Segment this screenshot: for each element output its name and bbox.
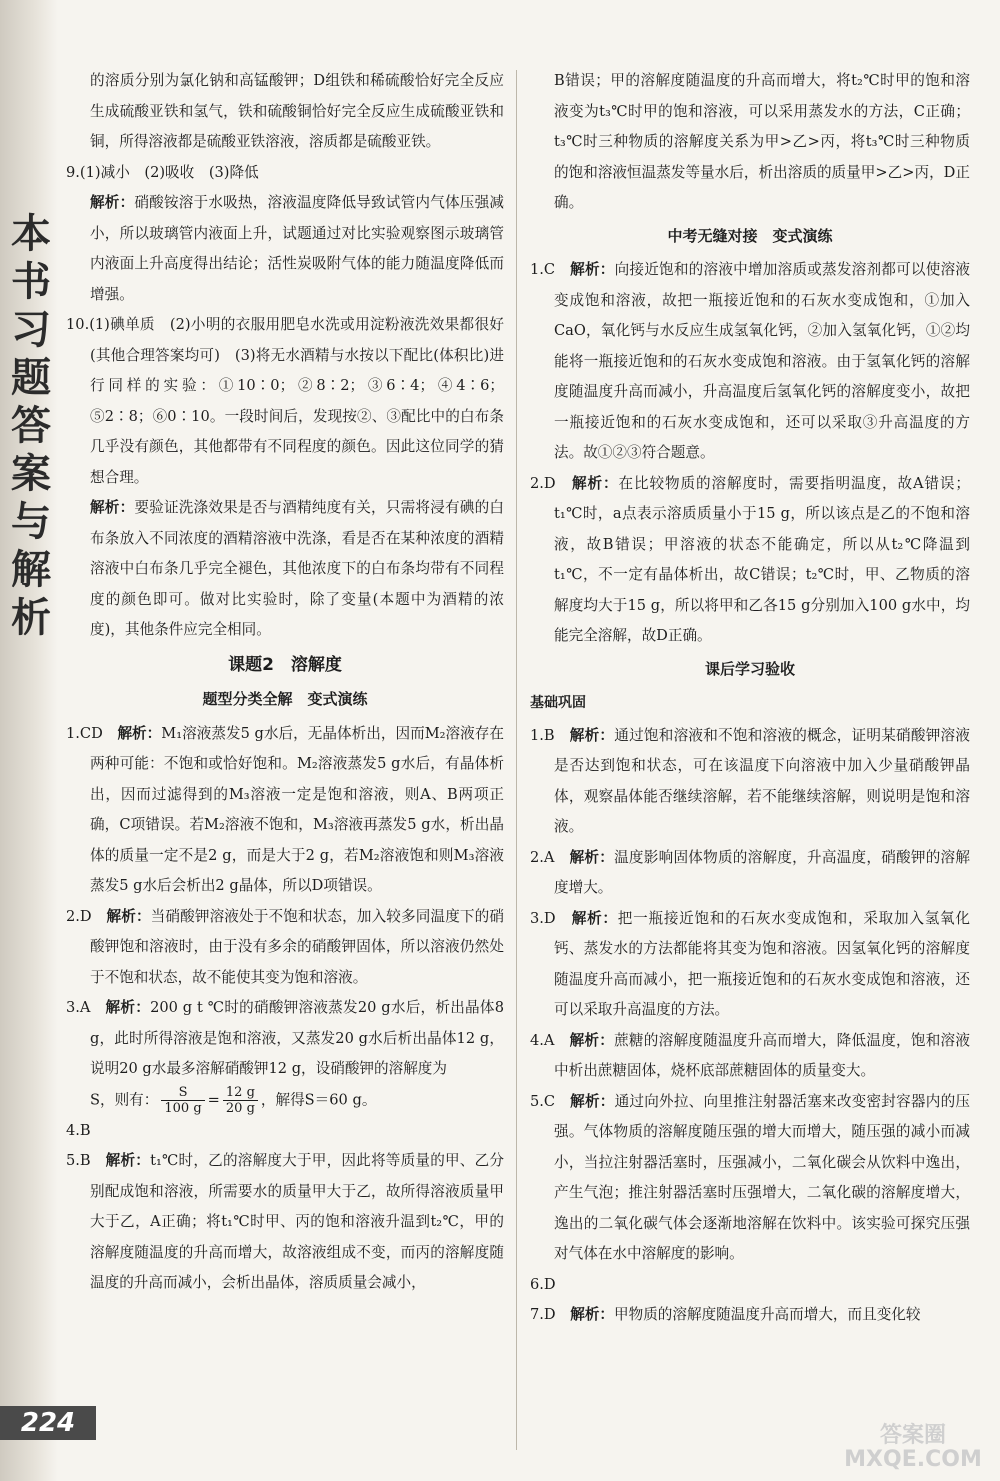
- answer-5: [66, 1146, 504, 1299]
- answer-head: 7.D: [530, 1306, 571, 1323]
- answer-4: 4.B: [66, 1121, 91, 1139]
- answer-head: 5.B: [66, 1152, 106, 1169]
- basic-answer-7: [530, 1300, 970, 1331]
- section-title: 中考无缝对接 变式演练: [667, 226, 833, 245]
- analysis-label: 解析：: [569, 726, 615, 744]
- fraction-den: 20 g: [225, 1100, 255, 1116]
- paragraph-continued: 的溶质分别为氯化钠和高锰酸钾；D组铁和稀硫酸恰好完全反应生成硫酸亚铁和氢气，铁和硫酸铜恰好完全反应生成硫酸亚铁和铜，所得溶液都是硫酸亚铁溶液，溶质都是硫酸亚铁。: [90, 72, 504, 150]
- analysis-label: 解析：: [572, 474, 619, 492]
- answer-head: 1.B: [530, 726, 570, 744]
- analysis-text: t₁℃时，乙的溶解度大于甲，因此将等质量的甲、乙分别配成饱和溶液，所需要水的质量甲大于乙，故所得溶液质量甲大于乙，A正确；将t₁℃时甲、丙的饱和溶液升温到t₂℃，甲的溶解度随温度的升高而增大，故溶液组成不变，而丙的溶解度随温度的升高而减小，会析出晶体，溶质质量会减小，: [90, 1152, 504, 1291]
- analysis-label: 解析：: [569, 1031, 615, 1049]
- basic-answer-1: [530, 721, 970, 843]
- basic-answer-3: [530, 904, 970, 1026]
- fraction-den: 100 g: [164, 1100, 202, 1116]
- basic-answer-6: 6.D: [530, 1275, 556, 1293]
- analysis-text: 要验证洗涤效果是否与酒精纯度有关，只需将浸有碘的白布条放入不同浓度的酒精溶液中洗涤，看是否在某种浓度的酒精溶液中白布条几乎完全褪色，其他浓度下的白布条均带有不同程度的颜色即可。做对比实验时，除了变量(本题中为酒精的浓度)，其他条件应完全相同。: [90, 499, 504, 638]
- after-class-title: 课后学习验收: [704, 659, 795, 678]
- analysis-9: [66, 188, 504, 310]
- basic-section-title: 基础巩固: [530, 695, 586, 711]
- equals-sign: =: [207, 1091, 220, 1108]
- analysis-text: 通过向外拉、向里推注射器活塞来改变密封容器内的压强。气体物质的溶解度随压强的增大而增大，随压强的减小而减小，当拉注射器活塞时，压强减小，二氧化碳会从饮料中逸出，产生气泡；推注射器活塞时压强增大，二氧化碳的溶解度增大，逸出的二氧化碳气体会逐渐地溶解在饮料中。该实验可探究压强对气体在水中溶解度的影响。: [554, 1092, 970, 1262]
- equation-post: ，解得S＝60 g。: [260, 1091, 377, 1108]
- watermark-logo: 答案圈 MXQE.COM: [844, 1423, 982, 1472]
- answer-head: 2.A: [530, 848, 570, 866]
- analysis-label: 解析：: [570, 261, 615, 278]
- page-number: 224: [0, 1406, 96, 1440]
- analysis-10: [66, 493, 504, 646]
- lesson-title: 课题2 溶解度: [228, 654, 342, 675]
- basic-answer-2: [530, 843, 970, 904]
- answer-3: [66, 993, 504, 1085]
- equation-line: [66, 1085, 504, 1116]
- fraction-num: 12 g: [223, 1085, 258, 1101]
- analysis-label: 解析：: [90, 499, 135, 516]
- analysis-text: 甲物质的溶解度随温度升高而增大，而且变化较: [614, 1306, 921, 1323]
- analysis-text: 蔗糖的溶解度随温度升高而增大，降低温度，饱和溶液中析出蔗糖固体，烧杯底部蔗糖固体的质量变大。: [554, 1031, 970, 1079]
- answer-1: [66, 719, 504, 902]
- analysis-text: 200 g t ℃时的硝酸钾溶液蒸发20 g水后，析出晶体8 g，此时所得溶液是饱和溶液，又蒸发20 g水后析出晶体12 g，说明20 g水最多溶解硝酸钾12 g，设硝酸钾的溶解度为: [90, 999, 504, 1077]
- fraction-num: S: [161, 1085, 204, 1101]
- analysis-text: 当硝酸钾溶液处于不饱和状态，加入较多同温度下的硝酸钾饱和溶液时，由于没有多余的硝酸钾固体，所以溶液仍然处于不饱和状态，故不能使其变为饱和溶液。: [90, 907, 504, 986]
- section-title: 题型分类全解 变式演练: [202, 690, 368, 708]
- column-divider: [516, 70, 517, 1450]
- analysis-label: 解析：: [569, 848, 615, 866]
- answer-head: 3.D: [530, 909, 572, 927]
- analysis-label: 解析：: [117, 724, 162, 742]
- answer-head: 1.CD: [66, 724, 118, 742]
- analysis-text: 向接近饱和的溶液中增加溶质或蒸发溶剂都可以使溶液变成饱和溶液，故把一瓶接近饱和的石灰水变成饱和，①加入CaO，氧化钙与水反应生成氢氧化钙，②加入氢氧化钙，①②均能将一瓶接近饱和的石灰水变成饱和溶液。由于氢氧化钙的溶解度随温度升高而减小，升高温度后氢氧化钙的溶解度变小，故把一瓶接近饱和的石灰水变成饱和，还可以采取③升高温度的方法。故①②③符合题意。: [554, 261, 970, 461]
- answer-head: 2.D: [530, 474, 573, 492]
- analysis-text: 通过饱和溶液和不饱和溶液的概念，证明某硝酸钾溶液是否达到饱和状态，可在该温度下向溶液中加入少量硝酸钾晶体，观察晶体能否继续溶解，若不能继续溶解，则说明是饱和溶液。: [554, 726, 970, 835]
- exam-answer-2: [530, 469, 970, 652]
- answer-head: 3.A: [66, 999, 106, 1016]
- analysis-text: 在比较物质的溶解度时，需要指明温度，故A错误；t₁℃时，a点表示溶质质量小于15 g，所以该点是乙的不饱和溶液，故B错误；甲溶液的状态不能确定，所以从t₂℃降温到t₁℃，不一定有晶体析出，故C错误；t₂℃时，甲、乙物质的溶解度均大于15 g，所以将甲和乙各15 g分别加入100 g水中，均能完全溶解，故D正确。: [554, 474, 970, 644]
- equation-pre: S，则有：: [90, 1091, 159, 1108]
- analysis-label: 解析：: [106, 907, 151, 925]
- analysis-label: 解析：: [571, 909, 618, 927]
- answer-head: 5.C: [530, 1092, 571, 1110]
- answer-9: 9.(1)减小 (2)吸收 (3)降低: [66, 163, 259, 181]
- answer-head: 1.C: [530, 261, 571, 278]
- answer-10: 10.(1)碘单质 (2)小明的衣服用肥皂水洗或用淀粉液洗效果都很好(其他合理答案均可) (3)将无水酒精与水按以下配比(体积比)进行同样的实验：①10∶0；②8∶2；③6∶4；④4∶6；⑤2∶8；⑥0∶10。一段时间后，发现按②、③配比中的白布条几乎没有颜色，其他都带有不同程度的颜色。因此这位同学的猜想合理。: [66, 316, 504, 486]
- exam-answer-1: [530, 255, 970, 469]
- left-column: [66, 66, 504, 1299]
- analysis-label: 解析：: [105, 999, 151, 1016]
- sidebar-strip: [0, 0, 58, 1481]
- analysis-text: 硝酸铵溶于水吸热，溶液温度降低导致试管内气体压强减小，所以玻璃管内液面上升，试题通过对比实验观察图示玻璃管内液面上升高度得出结论；活性炭吸附气体的能力随温度降低而增强。: [90, 194, 504, 303]
- fraction-1: [161, 1085, 204, 1116]
- analysis-label: 解析：: [90, 194, 135, 211]
- answer-head: 2.D: [66, 907, 107, 925]
- paragraph-continued: B错误；甲的溶解度随温度的升高而增大，将t₂℃时甲的饱和溶液变为t₃℃时甲的饱和溶液，可以采用蒸发水的方法，C正确；t₃℃时三种物质的溶解度关系为甲>乙>丙，将t₃℃时三种物质的饱和溶液恒温蒸发等量水后，析出溶质的质量甲>乙>丙，D正确。: [554, 72, 970, 211]
- analysis-text: 把一瓶接近饱和的石灰水变成饱和，采取加入氢氧化钙、蒸发水的方法都能将其变为饱和溶液。因氢氧化钙的溶解度随温度升高而减小，把一瓶接近饱和的石灰水变成饱和溶液，还可以采取升高温度的方法。: [554, 909, 970, 1018]
- basic-answer-4: [530, 1026, 970, 1087]
- answer-2: [66, 902, 504, 994]
- analysis-label: 解析：: [105, 1152, 151, 1169]
- analysis-text: M₁溶液蒸发5 g水后，无晶体析出，因而M₂溶液存在两种可能：不饱和或恰好饱和。M₂溶液蒸发5 g水后，有晶体析出，因而过滤得到的M₃溶液一定是饱和溶液，则A、B两项正确，C项错误。若M₂溶液不饱和，M₃溶液再蒸发5 g水，析出晶体的质量一定不是2 g，而是大于2 g，若M₂溶液饱和则M₃溶液蒸发5 g水后会析出2 g晶体，所以D项错误。: [90, 724, 504, 894]
- right-column: [530, 66, 970, 1331]
- analysis-label: 解析：: [570, 1092, 615, 1110]
- fraction-2: [223, 1085, 258, 1116]
- analysis-text: 温度影响固体物质的溶解度，升高温度，硝酸钾的溶解度增大。: [554, 848, 970, 896]
- basic-answer-5: [530, 1087, 970, 1270]
- analysis-label: 解析：: [570, 1306, 615, 1323]
- sidebar-title: 本书习题答案与解析: [11, 211, 51, 641]
- answer-head: 4.A: [530, 1031, 570, 1049]
